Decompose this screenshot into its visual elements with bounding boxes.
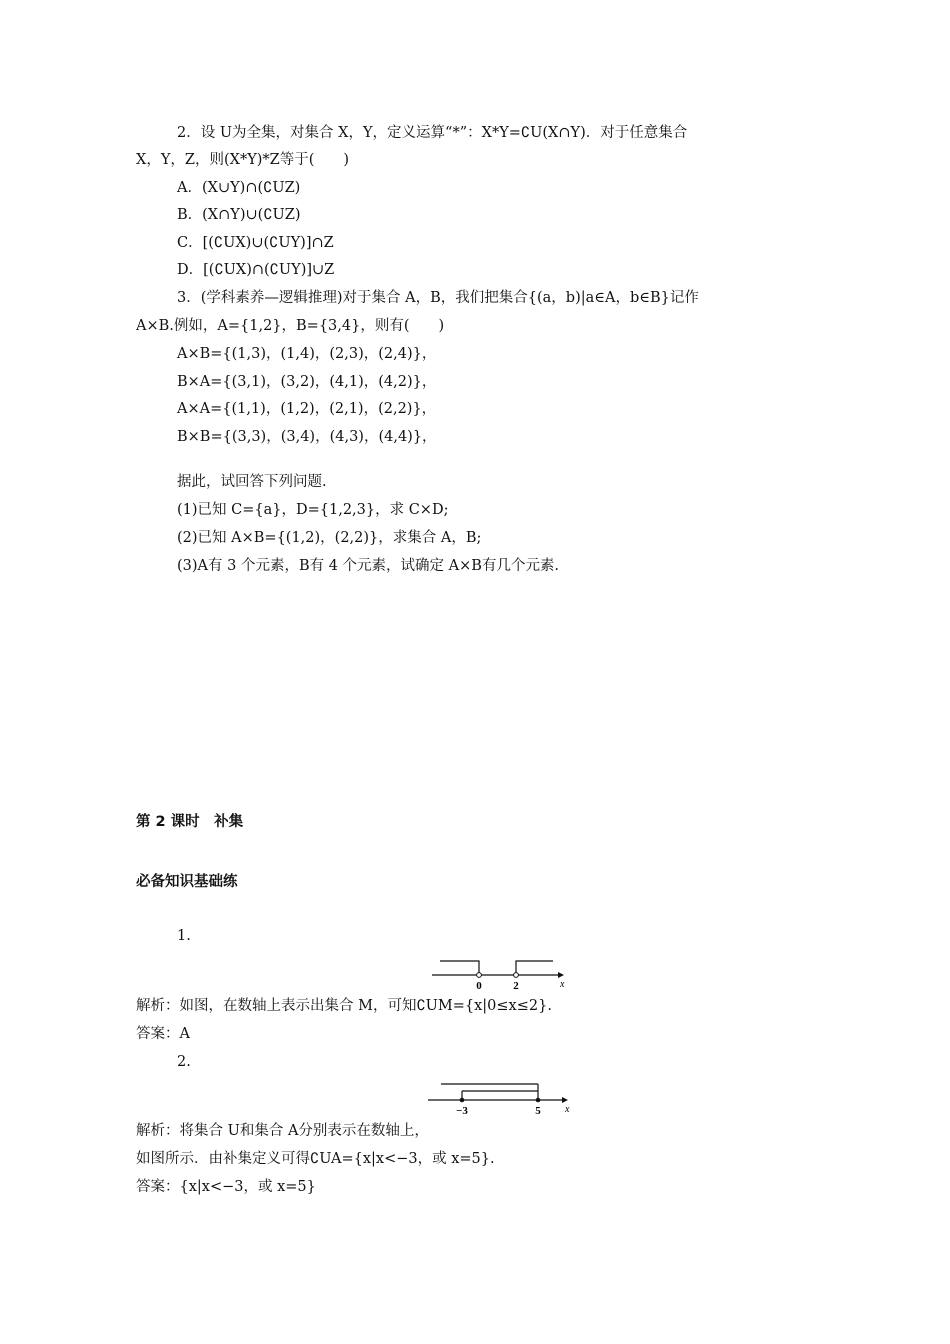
tick-label-0: 0 [476,980,482,992]
answer1-number: 1. [177,928,191,944]
answer2-analysis-line1: 解析：将集合 U和集合 A分别表示在数轴上， [136,1123,429,1139]
answer2-analysis-line2: 如图所示．由补集定义可得∁UA={x|x<−3，或 x=5}. [136,1151,495,1167]
answer1-answer: 答案：A [136,1026,190,1042]
tick-label-minus3: −3 [456,1105,468,1117]
axis-arrow [558,972,564,978]
q3-part-2: (2)已知 A×B={(1,2)，(2,2)}，求集合 A，B; [177,530,482,546]
tick-label-2: 2 [513,980,519,992]
q3-part-1: (1)已知 C={a}，D={1,2,3}，求 C×D; [177,502,449,518]
axis-arrow [562,1097,568,1103]
axis-label-x: x [565,1104,570,1115]
answer2-number: 2. [177,1054,191,1070]
q2-option-d: D．[(∁UX)∩(∁UY)]∪Z [177,262,335,278]
q3-example-4: B×B={(3,3)，(3,4)，(4,3)，(4,4)}， [177,429,437,445]
q3-example-1: A×B={(1,3)，(1,4)，(2,3)，(2,4)}， [177,346,437,362]
q3-stem-line1: 3．(学科素养—逻辑推理)对于集合 A，B，我们把集合{(a，b)|a∈A，b∈B}记作 [177,290,699,306]
q2-option-b: B．(X∩Y)∪(∁UZ) [177,207,301,223]
q2-option-c: C．[(∁UX)∪(∁UY)]∩Z [177,235,334,251]
q3-example-3: A×A={(1,1)，(1,2)，(2,1)，(2,2)}， [177,401,437,417]
q3-stem-line2: A×B.例如，A={1,2}，B={3,4}，则有( ) [136,318,445,334]
section-title: 第 2 课时 补集 [136,814,244,830]
tick-label-5: 5 [535,1105,541,1117]
set-ray-left [440,961,479,975]
subsection-title: 必备知识基础练 [136,874,238,890]
q2-stem-line1: 2．设 U为全集，对集合 X，Y，定义运算“*”：X*Y=∁U(X∩Y)．对于任意集合 [177,125,688,141]
open-point-0 [477,973,482,978]
closed-point-5 [536,1098,541,1103]
set-ray-right [516,961,553,975]
q3-example-2: B×A={(3,1)，(3,2)，(4,1)，(4,2)}， [177,374,437,390]
answer1-number-line [430,956,570,992]
open-point-2 [514,973,519,978]
axis-label-x: x [560,979,565,990]
q2-stem-line2: X，Y，Z，则(X*Y)*Z等于( ) [136,152,350,168]
q3-intro: 据此，试回答下列问题. [177,474,327,490]
answer2-number-line [426,1080,576,1116]
closed-point-minus3 [460,1098,465,1103]
answer1-analysis: 解析：如图，在数轴上表示出集合 M，可知∁UM={x|0≤x≤2}. [136,998,552,1014]
q3-part-3: (3)A有 3 个元素，B有 4 个元素，试确定 A×B有几个元素. [177,558,560,574]
q2-option-a: A．(X∪Y)∩(∁UZ) [177,180,301,196]
answer2-answer: 答案：{x|x<−3，或 x=5} [136,1179,316,1195]
